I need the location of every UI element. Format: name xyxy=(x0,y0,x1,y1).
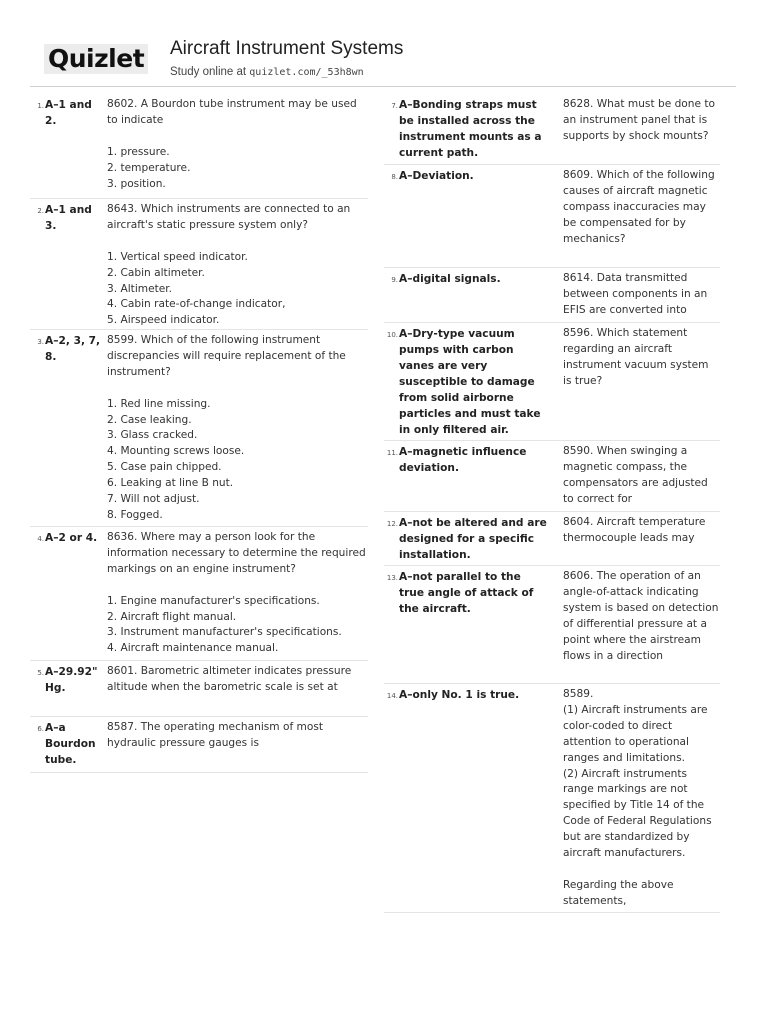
card-term: A–Dry-type vacuum pumps with carbon vanes are very susceptible to damage from solid airborne particles and must take in only filtered air. xyxy=(399,328,541,436)
card-term: A–digital signals. xyxy=(399,273,501,285)
card-term: A–1 and 3. xyxy=(45,204,92,232)
card-definition: 8643. Which instruments are connected to an aircraft's static pressure system only? 1. Vertical speed indicator. 2. Cabin altimeter. 3. Altimeter. 4. Cabin rate-of-change indicator, 5. Airspeed indicator. xyxy=(107,203,351,327)
card-number: 4. xyxy=(37,535,44,543)
card-number: 9. xyxy=(391,276,398,284)
flashcard xyxy=(30,717,368,773)
card-term: A–not be altered and are designed for a specific installation. xyxy=(399,517,547,561)
flashcard xyxy=(384,566,720,684)
flashcard xyxy=(30,527,368,661)
set-title: Aircraft Instrument Systems xyxy=(170,38,404,59)
card-definition: 8601. Barometric altimeter indicates pressure altitude when the barometric scale is set at xyxy=(107,665,352,693)
flashcard xyxy=(30,661,368,717)
quizlet-logo[interactable]: Quizlet xyxy=(44,44,148,74)
study-online-line xyxy=(170,66,364,78)
card-definition: 8606. The operation of an angle-of-attack indicating system is based on detection of differential pressure at a point where the airstream flows in a direction xyxy=(563,570,719,662)
card-number: 3. xyxy=(37,338,44,346)
flashcard xyxy=(384,94,720,165)
flashcard xyxy=(384,684,720,913)
card-definition: 8636. Where may a person look for the information necessary to determine the required markings on an engine instrument? 1. Engine manufacturer's specifications. 2. Aircraft flight manual. 3. Instrument manufacturer's specifications. 4. Aircraft maintenance manual. xyxy=(107,531,366,655)
card-number: 6. xyxy=(37,725,44,733)
flashcard xyxy=(384,165,720,268)
card-number: 13. xyxy=(386,574,398,582)
card-term: A–magnetic influence deviation. xyxy=(399,446,527,474)
card-definition: 8614. Data transmitted between components in an EFIS are converted into xyxy=(563,272,708,316)
flashcard xyxy=(384,512,720,566)
flashcard xyxy=(30,199,368,330)
card-number: 14. xyxy=(386,692,398,700)
flashcard xyxy=(30,330,368,527)
page-header xyxy=(44,36,724,86)
card-term: A–a Bourdon tube. xyxy=(45,722,96,766)
card-definition: 8599. Which of the following instrument discrepancies will require replacement of the instrument? 1. Red line missing. 2. Case leaking. 3. Glass cracked. 4. Mounting screws loose. 5. Case pain chipped. 6. Leaking at line B nut. 7. Will not adjust. 8. Fogged. xyxy=(107,334,346,521)
card-number: 5. xyxy=(37,669,44,677)
flashcard xyxy=(384,323,720,441)
card-definition: 8587. The operating mechanism of most hydraulic pressure gauges is xyxy=(107,721,324,749)
study-url-link[interactable]: quizlet.com/_53h8wn xyxy=(249,67,364,78)
card-definition: 8602. A Bourdon tube instrument may be used to indicate 1. pressure. 2. temperature. 3. position. xyxy=(107,98,357,190)
flashcard xyxy=(384,268,720,323)
flashcard xyxy=(30,94,368,199)
right-card-column xyxy=(384,94,720,913)
card-definition: 8628. What must be done to an instrument panel that is supports by shock mounts? xyxy=(563,98,716,142)
card-term: A–29.92" Hg. xyxy=(45,666,98,694)
header-divider xyxy=(30,86,736,87)
card-term: A–2 or 4. xyxy=(45,532,98,544)
card-definition: 8590. When swinging a magnetic compass, the compensators are adjusted to correct for xyxy=(563,445,708,505)
card-term: A–2, 3, 7, 8. xyxy=(45,335,101,363)
card-number: 8. xyxy=(391,173,398,181)
card-term: A–not parallel to the true angle of attack of the aircraft. xyxy=(399,571,534,615)
card-term: A–only No. 1 is true. xyxy=(399,689,520,701)
card-term: A–Bonding straps must be installed across the instrument mounts as a current path. xyxy=(399,99,542,159)
card-definition: 8596. Which statement regarding an aircraft instrument vacuum system is true? xyxy=(563,327,709,387)
card-definition: 8604. Aircraft temperature thermocouple leads may xyxy=(563,516,706,544)
flashcard xyxy=(384,441,720,512)
card-number: 7. xyxy=(391,102,398,110)
card-number: 11. xyxy=(386,449,398,457)
card-number: 1. xyxy=(37,102,44,110)
card-number: 12. xyxy=(386,520,398,528)
card-term: A–1 and 2. xyxy=(45,99,92,127)
card-number: 2. xyxy=(37,207,44,215)
card-number: 10. xyxy=(386,331,398,339)
card-definition: 8609. Which of the following causes of aircraft magnetic compass inaccuracies may be compensated for by mechanics? xyxy=(563,169,715,245)
card-definition: 8589. (1) Aircraft instruments are color-coded to direct attention to operational ranges and limitations. (2) Aircraft instruments range markings are not specified by Title 14 of the Code of Federal Regulations but are standardized by aircraft manufacturers. Regarding the above statements, xyxy=(563,688,712,907)
left-card-column xyxy=(30,94,368,773)
study-online-label: Study online at xyxy=(170,66,250,78)
card-term: A–Deviation. xyxy=(399,170,474,182)
